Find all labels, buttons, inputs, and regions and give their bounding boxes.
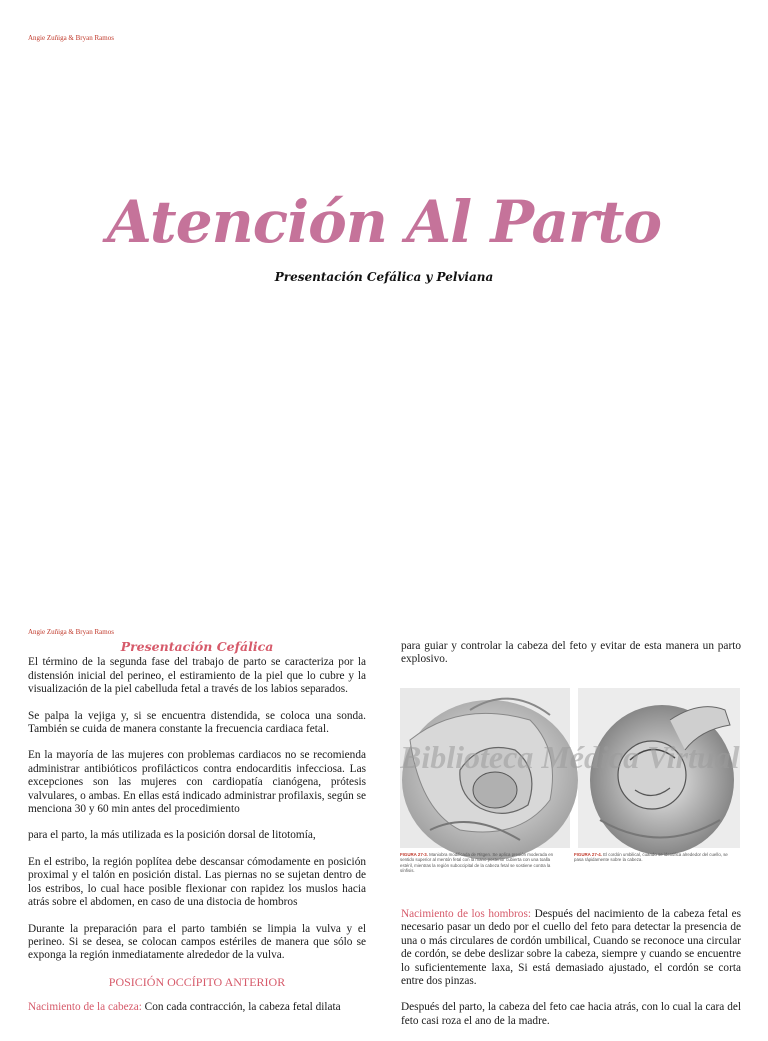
paragraph: El término de la segunda fase del trabajo de parto se caracteriza por la distensión inicial del perineo, el estiramiento de la piel que lo cubre y la visualización de la piel cabelluda fetal a través de los labios separados. (28, 656, 366, 696)
author-credit-top: Angie Zuñiga & Bryan Ramos (28, 34, 114, 42)
medical-illustration (400, 680, 740, 880)
caption-label: FIGURA 27-4. (574, 852, 602, 857)
birth-illustration (400, 680, 740, 880)
paragraph-text: Después del nacimiento de la cabeza fetal es necesario pasar un dedo por el cuello del feto para detectar la presencia de una o más circulares de cordón umbilical, Cuando se reconoce una circular de cordón, se debe deslizar sobre la cabeza, siempre y cuando se encuentre lo suficientemente laxa, Si está demasiado ajustado, el cordón se corta entre dos pinzas. (401, 908, 741, 988)
page-title: Atención Al Parto (106, 188, 662, 256)
caption-text: El cordón umbilical, cuando se identifica alrededor del cuello, se pasa rápidamente sobre la cabeza. (574, 852, 728, 863)
paragraph (28, 1001, 366, 1014)
paragraph: En la mayoría de las mujeres con problemas cardiacos no se recomienda administrar antibióticos profilácticos contra endocarditis infecciosa. Las excepciones son las mujeres con cardiopatía cianógena, prótesis valvulares, o ambas. En ellas está indicado administrar profilaxis, según se menciona 30 y 60 min antes del procedimiento (28, 749, 366, 816)
paragraph: En el estribo, la región poplítea debe descansar cómodamente en posición proximal y el talón en posición distal. Las piernas no se sujetan dentro de los estribos, lo cual hace posible flexionar con rapidez los muslos hacia atrás sobre el abdomen, en caso de una distocia de hombros (28, 855, 366, 909)
paragraph: Durante la preparación para el parto también se limpia la vulva y el perineo. Si se desea, se colocan campos estériles de manera que sólo se exponga la región inmediatamente alrededor de la vulva. (28, 922, 366, 962)
paragraph: Después del parto, la cabeza del feto cae hacia atrás, con lo cual la cara del feto casi roza el ano de la madre. (401, 1001, 741, 1027)
paragraph: Se palpa la vejiga y, si se encuentra distendida, se coloca una sonda. También se cuida de manera constante la frecuencia cardiaca fetal. (28, 709, 366, 736)
figure-caption-1 (400, 852, 560, 874)
right-column-top (401, 640, 741, 680)
paragraph (401, 908, 741, 988)
paragraph: para el parto, la más utilizada es la posición dorsal de litotomía, (28, 829, 316, 842)
caption-label: FIGURA 27-3. (400, 852, 428, 857)
right-column-bottom (401, 908, 741, 1041)
paragraph-text: Con cada contracción, la cabeza fetal dilata (141, 1001, 341, 1014)
lead-term: Nacimiento de la cabeza: (28, 1001, 142, 1014)
paragraph: para guiar y controlar la cabeza del feto y evitar de esta manera un parto explosivo. (401, 640, 741, 666)
page-subtitle: Presentación Cefálica y Pelviana (274, 270, 494, 284)
watermark: Biblioteca Médica Virtual (400, 739, 740, 775)
figure-caption-2 (574, 852, 736, 863)
section-heading-occipito: POSICIÓN OCCÍPITO ANTERIOR (108, 974, 286, 989)
lead-term: Nacimiento de los hombros: (401, 908, 531, 920)
caption-text: Maniobra modificada de Ritgen. Se aplica presión moderada en sentido superior al mentón fetal con la mano posterior cubierta con una toalla estéril, mientras la región suboccipital de la cabeza fetal se sostiene contra la sínfisis. (400, 852, 554, 874)
left-column (28, 640, 366, 1028)
section-heading-cefalica: Presentación Cefálica (120, 639, 274, 654)
author-credit-mid: Angie Zuñiga & Bryan Ramos (28, 628, 114, 636)
